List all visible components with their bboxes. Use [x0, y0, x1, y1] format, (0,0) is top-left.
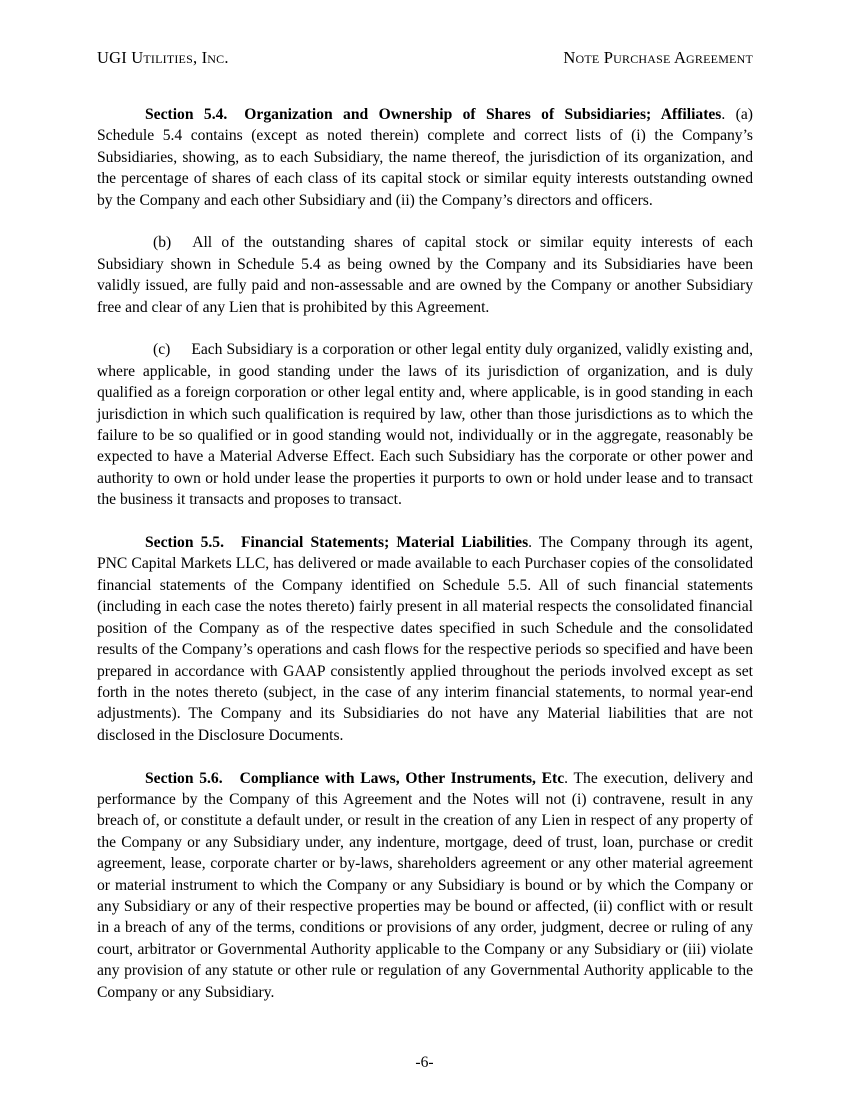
subsection-label: (b)	[153, 234, 172, 252]
paragraph-text: All of the outstanding shares of capital stock or similar equity interests of each Subsidiary shown in Schedule 5.4 as being owned by the Company and its Subsidiaries have been validly issued, are fully paid and non-assessable and are owned by the Company or another Subsidiary free and clear of any Lien that is prohibited by this Agreement.	[97, 234, 753, 316]
paragraph-subsection-b	[97, 232, 753, 318]
paragraph-text: . (a) Schedule 5.4 contains (except as noted therein) complete and correct lists of (i) the Company’s Subsidiaries, showing, as to each Subsidiary, the name thereof, the jurisdiction of its organization, and the percentage of shares of each class of its capital stock or similar equity interests outstanding owned by the Company and each other Subsidiary and (ii) the Company’s directors and officers.	[97, 106, 753, 209]
paragraph-section-5-5	[97, 532, 753, 746]
paragraph-section-5-6	[97, 768, 753, 1003]
subsection-label: (c)	[153, 341, 171, 359]
header-company-name: UGI Utilities, Inc.	[97, 48, 229, 67]
paragraph-section-5-4	[97, 104, 753, 211]
section-number: Section 5.4.	[145, 106, 228, 123]
page-header	[97, 48, 753, 68]
paragraph-subsection-c	[97, 339, 753, 510]
section-number: Section 5.5.	[145, 534, 224, 552]
section-number: Section 5.6.	[145, 769, 223, 787]
section-title: Compliance with Laws, Other Instruments, Etc	[239, 769, 565, 787]
page-number: -6-	[415, 1054, 434, 1071]
paragraph-text: Each Subsidiary is a corporation or other legal entity duly organized, validly existing and, where applicable, in good standing under the laws of its jurisdiction of organization, and is duly qualified as a foreign corporation or other legal entity and, where applicable, is in good standing in each jurisdiction in which such qualification is required by law, other than those jurisdictions as to which the failure to be so qualified or in good standing would not, individually or in the aggregate, reasonably be expected to have a Material Adverse Effect. Each such Subsidiary has the corporate or other power and authority to own or hold under lease the properties it purports to own or hold under lease and to transact the business it transacts and proposes to transact.	[97, 341, 753, 509]
paragraph-text: . The Company through its agent, PNC Capital Markets LLC, has delivered or made available to each Purchaser copies of the consolidated financial statements of the Company identified on Schedule 5.5. All of such financial statements (including in each case the notes thereto) fairly present in all material respects the consolidated financial position of the Company as of the respective dates specified in such Schedule and the consolidated results of the Company’s operations and cash flows for the respective periods so specified and have been prepared in accordance with GAAP consistently applied throughout the periods involved except as set forth in the notes thereto (subject, in the case of any interim financial statements, to normal year-end adjustments). The Company and its Subsidiaries do not have any Material liabilities that are not disclosed in the Disclosure Documents.	[97, 534, 753, 744]
paragraph-text: . The execution, delivery and performance by the Company of this Agreement and the Notes will not (i) contravene, result in any breach of, or constitute a default under, or result in the creation of any Lien in respect of any property of the Company or any Subsidiary under, any indenture, mortgage, deed of trust, loan, purchase or credit agreement, lease, corporate charter or by-laws, shareholders agreement or any other material agreement or material instrument to which the Company or any Subsidiary is bound or by which the Company or any Subsidiary or any of their respective properties may be bound or affected, (ii) conflict with or result in a breach of any of the terms, conditions or provisions of any order, judgment, decree or ruling of any court, arbitrator or Governmental Authority applicable to the Company or any Subsidiary or (iii) violate any provision of any statute or other rule or regulation of any Governmental Authority applicable to the Company or any Subsidiary.	[97, 769, 753, 1001]
section-title: Financial Statements; Material Liabilities	[240, 534, 529, 552]
section-title: Organization and Ownership of Shares of Subsidiaries; Affiliates	[244, 106, 722, 123]
header-document-title: Note Purchase Agreement	[563, 48, 753, 67]
document-body	[97, 104, 753, 1003]
